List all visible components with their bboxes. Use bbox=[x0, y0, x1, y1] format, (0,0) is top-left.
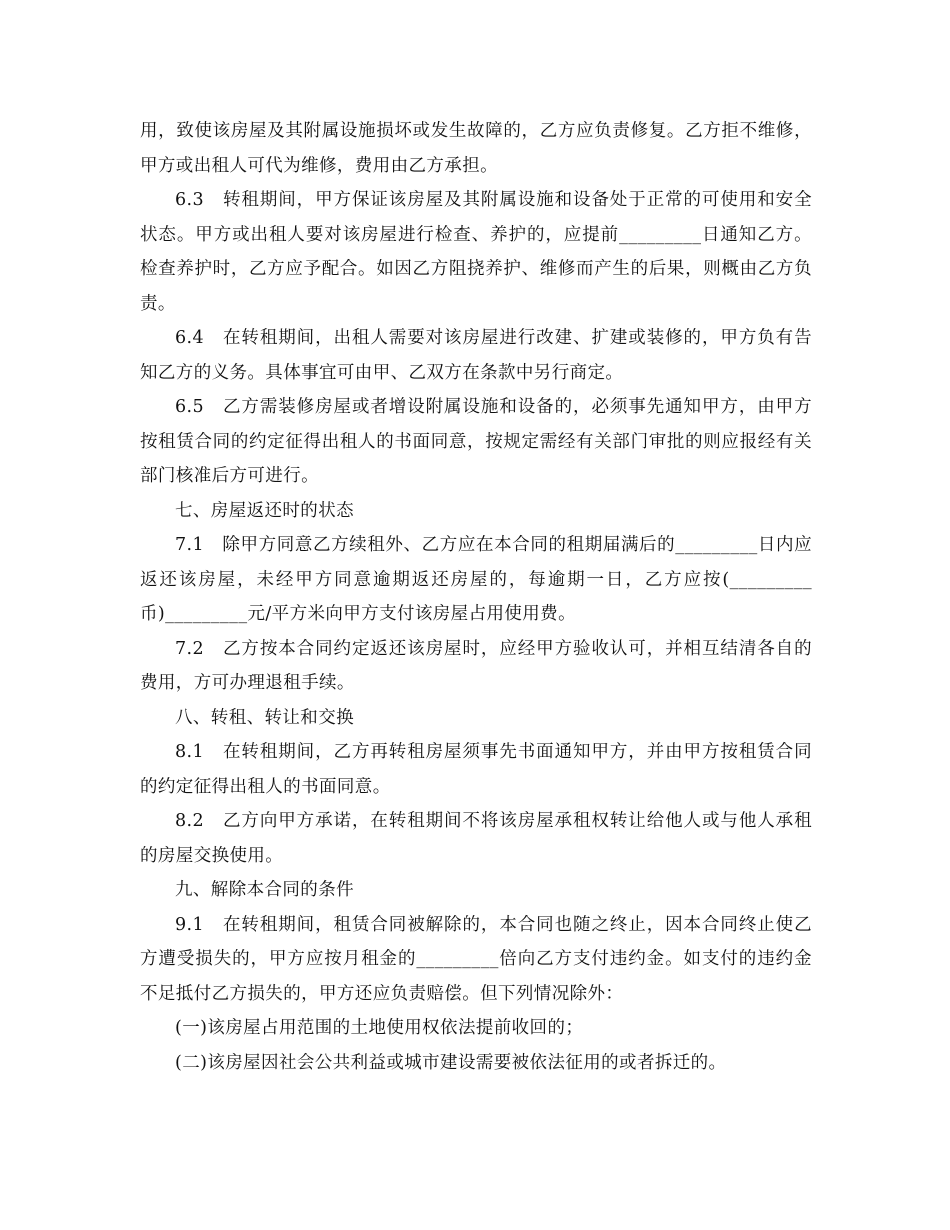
clause-7-1: 7.1 除甲方同意乙方续租外、乙方应在本合同的租期届满后的_________日内应返还该房屋，未经甲方同意逾期返还房屋的，每逾期一日，乙方应按(_________币)_________元/平方米向甲方支付该房屋占用使用费。 bbox=[140, 535, 812, 624]
clause-9-1: 9.1 在转租期间，租赁合同被解除的，本合同也随之终止，因本合同终止使乙方遭受损失的，甲方应按月租金的_________倍向乙方支付违约金。如支付的违约金不足抵付乙方损失的，甲方还应负责赔偿。但下列情况除外： bbox=[140, 914, 812, 1004]
clause-7-2: 7.2 乙方按本合同约定返还该房屋时，应经甲方验收认可，并相互结清各自的费用，方可办理退租手续。 bbox=[140, 638, 812, 693]
paragraph-6-2-continuation: 用，致使该房屋及其附属设施损坏或发生故障的，乙方应负责修复。乙方拒不维修，甲方或出租人可代为维修，费用由乙方承担。 bbox=[140, 121, 812, 176]
clause-8-2: 8.2 乙方向甲方承诺，在转租期间不将该房屋承租权转让给他人或与他人承租的房屋交换使用。 bbox=[140, 811, 812, 866]
exception-item-1: (一)该房屋占用范围的土地使用权依法提前收回的； bbox=[175, 1018, 584, 1038]
clause-6-4: 6.4 在转租期间，出租人需要对该房屋进行改建、扩建或装修的，甲方负有告知乙方的义务。具体事宜可由甲、乙双方在条款中另行商定。 bbox=[140, 328, 812, 383]
section-heading-7: 七、房屋返还时的状态 bbox=[175, 500, 354, 521]
clause-6-3: 6.3 转租期间，甲方保证该房屋及其附属设施和设备处于正常的可使用和安全状态。甲方或出租人要对该房屋进行检查、养护的，应提前_________日通知乙方。检查养护时，乙方应予配合。如因乙方阻挠养护、维修而产生的后果，则概由乙方负责。 bbox=[140, 190, 812, 314]
document-body bbox=[140, 114, 812, 1080]
section-heading-8: 八、转租、转让和交换 bbox=[175, 707, 354, 728]
clause-6-5: 6.5 乙方需装修房屋或者增设附属设施和设备的，必须事先通知甲方，由甲方按租赁合同的约定征得出租人的书面同意，按规定需经有关部门审批的则应报经有关部门核准后方可进行。 bbox=[140, 397, 812, 486]
clause-8-1: 8.1 在转租期间，乙方再转租房屋须事先书面通知甲方，并由甲方按租赁合同的约定征得出租人的书面同意。 bbox=[140, 742, 812, 797]
exception-item-2: (二)该房屋因社会公共利益或城市建设需要被依法征用的或者拆迁的。 bbox=[175, 1052, 727, 1073]
section-heading-9: 九、解除本合同的条件 bbox=[175, 880, 354, 900]
